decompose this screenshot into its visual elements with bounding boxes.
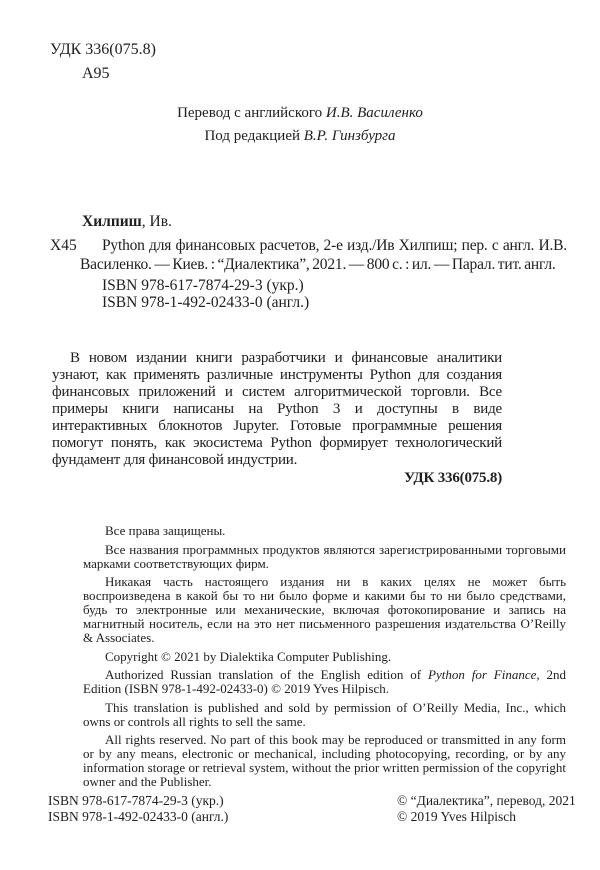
- editing-prefix: Под редакцией: [204, 128, 304, 144]
- footer-isbn-ukrainian: ISBN 978-617-7874-29-3 (укр.): [48, 793, 224, 808]
- catalog-entry: [50, 236, 567, 274]
- footer-copyright-column: [397, 793, 576, 825]
- footer-copyright-original: © 2019 Yves Hilpisch: [397, 809, 517, 824]
- original-book-title: Python for Finance: [428, 667, 537, 682]
- legal-block: [83, 524, 566, 794]
- translation-credits: [0, 102, 600, 148]
- catalog-card-code: Х45: [50, 237, 77, 254]
- translator-name: И.В. Василенко: [325, 105, 423, 121]
- authorized-translation-line: [83, 668, 566, 696]
- annotation-udc-code: УДК 336(075.8): [404, 470, 502, 486]
- annotation-block: [52, 350, 502, 487]
- authorized-after: , 2nd Edition (ISBN 978-1-492-02433-0) © 2019 Yves Hilpisch.: [83, 667, 566, 696]
- no-reproduction-notice-ru: Никакая часть настоящего издания ни в каких целях не может быть воспроизведена в какой бы то ни было форме и какими бы то ни было средствами, будь то электронные или механические, включая фотокопирование и запись на магнитный носитель, если на это нет письменного разрешения издательства O’Reilly & Associates.: [83, 574, 566, 645]
- author-sign: А95: [82, 65, 110, 82]
- rights-reserved-ru: Все права защищены.: [105, 523, 226, 538]
- imprint-footer: [0, 793, 600, 838]
- permission-notice-en: This translation is published and sold by permission of O’Reilly Media, Inc., which owns or controls all rights to sell the same.: [83, 699, 566, 729]
- editing-credit-line: [0, 125, 600, 148]
- footer-isbn-column: [48, 793, 228, 825]
- annotation-text: В новом издании книги разработчики и финансовые аналитики узнают, как применять различные инструменты Python для создания финансовых приложений и систем алгоритмической торговли. Все примеры книги написаны на Python 3 и доступны в виде интерактивных блокнотов Jupyter. Готовые программные решения помогут понять, как экосистема Python формирует технологический фундамент для финансовой индустрии.: [52, 350, 502, 468]
- udc-code: УДК 336(075.8): [50, 41, 156, 58]
- footer-isbn-english: ISBN 978-1-492-02433-0 (англ.): [48, 809, 229, 824]
- isbn-english: ISBN 978-1-492-02433-0 (англ.): [102, 293, 310, 311]
- author-line: [82, 212, 567, 231]
- udc-block: [50, 38, 156, 86]
- author-surname: Хилпиш: [82, 213, 142, 230]
- trademarks-notice: Все названия программных продуктов являются зарегистрированными торговыми марками соответствующих фирм.: [83, 541, 566, 571]
- copyright-publisher-line: Copyright © 2021 by Dialektika Computer Publishing.: [105, 648, 392, 664]
- translation-prefix: Перевод с английского: [177, 105, 326, 121]
- catalog-description: Python для финансовых расчетов, 2-е изд./Ив Хилпиш; пер. с англ. И.В. Василенко. — Киев. : “Диалектика”, 2021. — 800 с. : ил. — Парал. тит. англ.: [80, 237, 567, 273]
- isbn-ukrainian: ISBN 978-617-7874-29-3 (укр.): [102, 277, 304, 294]
- all-rights-reserved-en: All rights reserved. No part of this book may be reproduced or transmitted in any form or by any means, electronic or mechanical, including photocopying, recording, or by any information storage or retrieval system, without the prior written permission of the copyright owner and the Publisher.: [83, 732, 566, 789]
- catalog-card: [36, 212, 567, 311]
- card-isbn-list: [102, 278, 567, 311]
- authorized-before: Authorized Russian translation of the English edition of: [105, 667, 428, 682]
- footer-copyright-translation: © “Диалектика”, перевод, 2021: [397, 793, 576, 808]
- editor-name: В.Р. Гинзбурга: [303, 128, 396, 144]
- author-initials: , Ив.: [141, 213, 172, 230]
- translation-credit-line: [0, 102, 600, 125]
